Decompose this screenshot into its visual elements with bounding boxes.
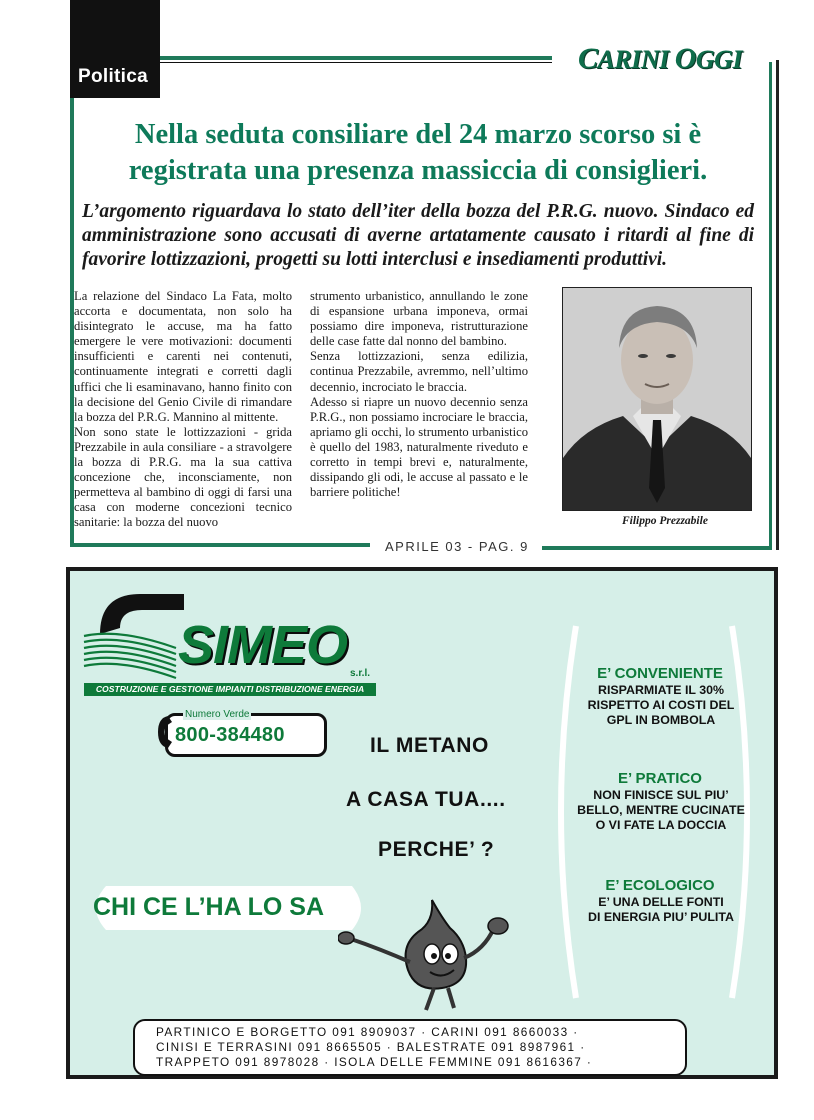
benefit-text: NON FINISCE SUL PIU’ BELLO, MENTRE CUCINATE O VI FATE LA DOCCIA	[577, 788, 745, 832]
headline: Nella seduta consiliare del 24 marzo scorso si è registrata una presenza massiccia di consiglieri.	[128, 119, 708, 186]
portrait-photo	[562, 287, 752, 511]
frame-right-line	[769, 62, 772, 550]
benefit-title: E’ PRATICO	[618, 770, 702, 787]
photo-caption: Filippo Prezzabile	[622, 515, 708, 527]
contact-line-3: TRAPPETO 091 8978028 · ISOLA DELLE FEMMINE 091 8616367 ·	[156, 1055, 593, 1069]
article-column-2	[310, 289, 528, 500]
subheadline: L’argomento riguardava lo stato dell’iter della bozza del P.R.G. nuovo. Sindaco ed amministrazione sono accusati di averne artatamente causato i ritardi al fine di favorire lottizzazioni, progetti su lotti interclusi e insediamenti produttivi.	[82, 201, 754, 270]
brand-tagline: COSTRUZIONE E GESTIONE IMPIANTI DISTRIBUZIONE ENERGIA	[84, 683, 376, 696]
frame-top-line-thin	[160, 62, 552, 63]
phone-label: Numero Verde	[185, 709, 250, 720]
slogan: CHI CE L’HA LO SA	[93, 893, 325, 921]
paragraph: Non sono state le lottizzazioni - grida Prezzabile in aula consiliare - a stravolgere la bozza di P.R.G. ma la sua cattiva concezione che, inconsciamente, non permetteva al bambino di oggi di farsi una casa con moderne concezioni tecnico sanitarie: la bozza del nuovo	[74, 424, 292, 530]
benefit-title: E’ CONVENIENTE	[597, 665, 723, 682]
paragraph: Adesso si riapre un nuovo decennio senza P.R.G., non possiamo incrociare le braccia, apriamo gli occhi, lo strumento urbanistico è quello del 1983, naturalmente riveduto e corretto in tempi brevi e, naturalmente, dissipando gli odi, le accuse al passato e le barriere politiche!	[310, 394, 528, 500]
frame-bottom-right-line	[542, 546, 772, 550]
telephone-icon	[154, 714, 174, 750]
masthead-logo: CARINI OGGI	[578, 42, 743, 75]
contact-line-1: PARTINICO E BORGETTO 091 8909037 · CARINI 091 8660033 ·	[156, 1025, 579, 1039]
ad-headline-line-1: IL METANO	[370, 734, 489, 757]
portrait-illustration	[563, 288, 751, 510]
brand-name: SIMEO	[178, 615, 348, 675]
simeo-logo-icon	[80, 588, 190, 684]
frame-right-shadow	[776, 60, 779, 550]
ad-headline-line-2: A CASA TUA....	[346, 788, 506, 811]
benefit-text: E’ UNA DELLE FONTI DI ENERGIA PIU’ PULITA	[588, 895, 734, 924]
paragraph: strumento urbanistico, annullando le zone di espansione urbana imponeva, ormai possiamo dire imponeva, ristrutturazione delle case fatte dal nonno del bambino.	[310, 289, 528, 349]
phone-number: 800-384480	[175, 724, 285, 746]
ad-headline-line-3: PERCHE’ ?	[378, 838, 495, 861]
paragraph: Senza lottizzazioni, senza edilizia, continua Prezzabile, avremmo, nell’ultimo decennio, incrociato le braccia.	[310, 349, 528, 394]
brand-suffix: s.r.l.	[350, 668, 371, 679]
article-column-1	[74, 289, 292, 531]
benefit-text: RISPARMIATE IL 30% RISPETTO AI COSTI DEL GPL IN BOMBOLA	[587, 683, 735, 727]
frame-bottom-left-line	[70, 543, 370, 547]
frame-top-line	[160, 56, 552, 60]
section-label: Politica	[78, 66, 148, 87]
benefit-title: E’ ECOLOGICO	[605, 877, 715, 894]
mascot-flame-icon	[338, 888, 514, 1012]
page-number: APRILE 03 - PAG. 9	[385, 539, 529, 554]
paragraph: La relazione del Sindaco La Fata, molto accorta e documentata, non solo ha disintegrato le accuse, ma ha fatto emergere le vere motivazioni: documenti insufficienti e carenti nei contenuti, continuamente integrati e corretti dagli uffici che li esaminavano, hanno finito con la decisione del Genio Civile di rimandare la bozza del P.R.G. Mannino al mittente.	[74, 289, 292, 424]
contact-line-2: CINISI E TERRASINI 091 8665505 · BALESTRATE 091 8987961 ·	[156, 1040, 586, 1054]
